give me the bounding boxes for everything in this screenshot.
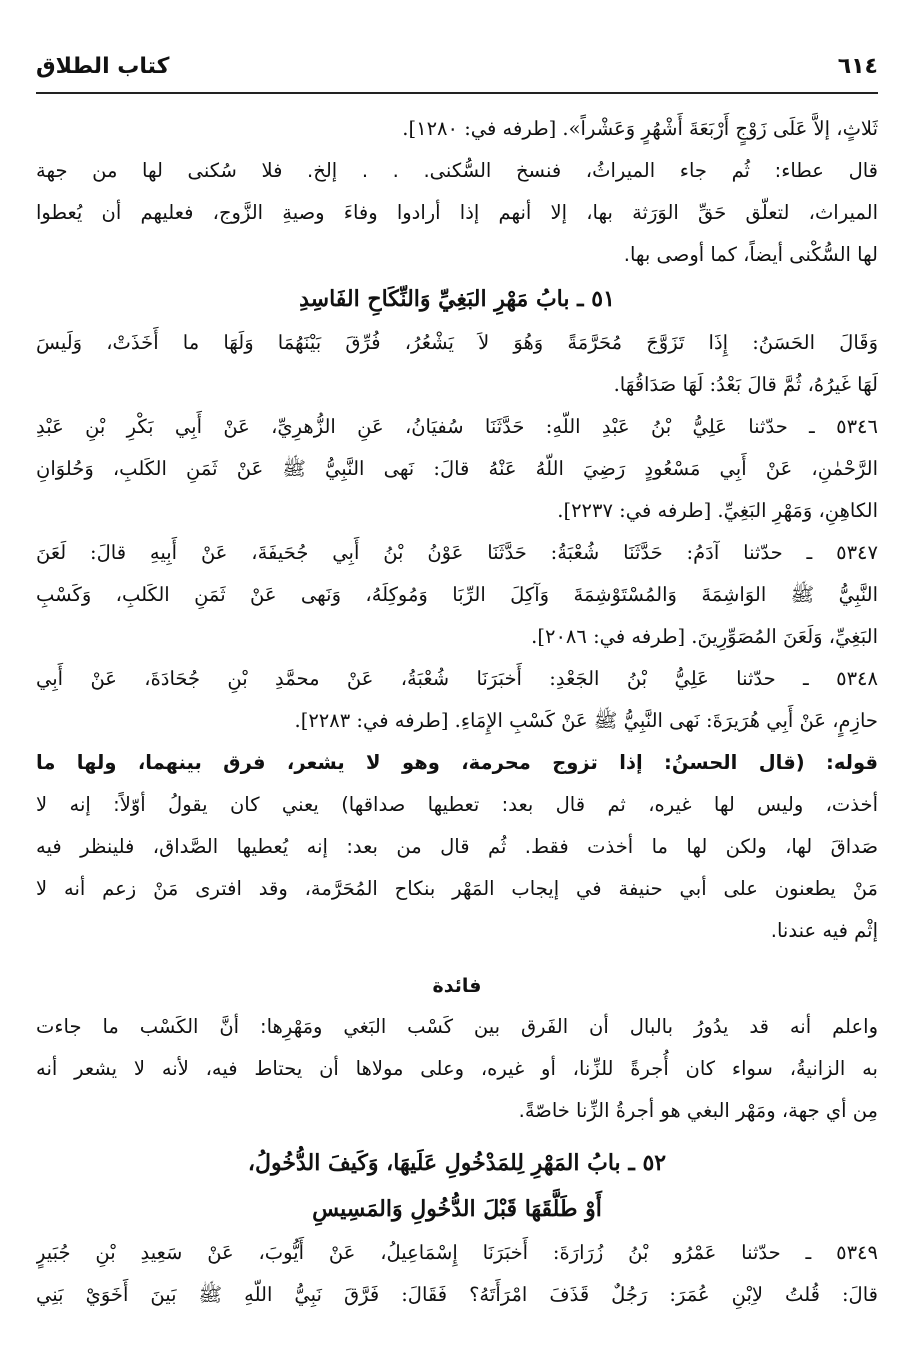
hadith-line: ٥٣٤٦ ـ حدّثنا عَلِيُّ بْنُ عَبْدِ اللّهِ: حَدَّثَنَا سُفيَانُ، عَنِ الزُّهرِيِّ، عَنْ أَبِي بَكْرِ بْنِ عَبْدِ [36,415,878,438]
running-title: كتاب الطلاق [36,54,170,79]
commentary-line: به الزانيةُ، سواء كان أُجرةً للزِّنا، أو غيره، وعلى مولاها أن يحتاط فيه، لأنه لا يشعر أنه [36,1057,878,1080]
text-line: وَقَالَ الحَسَنُ: إِذَا تَزَوَّجَ مُحَرَّمَةً وَهُوَ لاَ يَشْعُرُ، فُرِّقَ بَيْنَهُمَا وَلَهَا ما أَخَذَتْ، وَلَيسَ [36,331,878,354]
text-line: لها السُّكْنى أيضاً، كما أوصى بها. [623,243,878,266]
commentary-line: واعلم أنه قد يدُورُ بالبال أن الفَرق بين كَسْب البَغي ومَهْرِها: أنَّ الكَسْب ما جاءت [36,1015,878,1038]
hadith-line: حازِمٍ، عَنْ أَبِي هُرَيرَةَ: نَهى النَّبِيُّ ﷺ عَنْ كَسْبِ الإِمَاءِ. [طرفه في: ٢٢٨٣]. [294,709,878,732]
commentary-line: أخذت، وليس لها غيره، ثم قال بعد: تعطيها صداقها) يعني كان يقولُ أوّلاً: إنه لا [36,793,878,816]
hadith-line: ٥٣٤٨ ـ حدّثنا عَلِيُّ بْنُ الجَعْدِ: أَخبَرَنَا شُعْبَةُ، عَنْ محمَّدِ بْنِ جُحَادَةَ، عَنْ أَبِي [36,667,878,690]
commentary-line: مَنْ يطعنون على أبي حنيفة في إيجاب المَهْر بنكاح المُحَرَّمة، وقد افترى مَنْ زعم أنه لا [36,877,878,900]
text-line: الميراث، لتعلّق حَقِّ الوَرَثة بها، إلا أنهم إذا أرادوا وفاءَ وصيةِ الزَّوج، فعليهم أن يُعطوا [36,201,878,224]
hadith-line: البَغِيِّ، وَلَعَنَ المُصَوِّرِينَ. [طرفه في: ٢٠٨٦]. [531,625,878,648]
commentary-line: إثْم فيه عندنا. [770,919,878,942]
hadith-line: النَّبِيُّ ﷺ الوَاشِمَةَ وَالمُسْتَوْشِمَةَ وَآكِلَ الرِّبَا وَمُوكِلَهُ، وَنَهى عَنْ ثَمَنِ الكَلبِ، وَكَسْبِ [36,583,878,606]
hadith-line: قالَ: قُلتُ لاِبْنِ عُمَرَ: رَجُلٌ قَذَفَ امْرَأَتَهُ؟ فَقَالَ: فَرَّقَ نَبِيُّ اللّهِ ﷺ بَينَ أَخَوَيْ بَنِي [36,1283,878,1306]
page-number: ٦١٤ [837,54,878,79]
hadith-line: ٥٣٤٧ ـ حدّثنا آدَمُ: حَدَّثَنَا شُعْبَةُ: حَدَّثَنَا عَوْنُ بْنُ أَبِي جُحَيفَةَ، عَنْ أَبِيهِ قالَ: لَعَنَ [36,541,878,564]
text-line: قال عطاء: ثُم جاء الميراثُ، فنسخ السُّكنى. . . إلخ. فلا سُكنى لها من جهة [36,159,878,182]
page-body [36,108,878,1316]
chapter-heading-continued: أَوْ طَلَّقَهَا قَبْلَ الدُّخُولِ وَالمَسِيسِ [312,1196,602,1222]
text-line: ثَلاثٍ، إلاَّ عَلَى زَوْجٍ أَرْبَعَةَ أَشْهُرٍ وَعَشْراً». [طرفه في: ١٢٨٠]. [402,117,878,140]
chapter-heading: ٥١ ـ بابُ مَهْرِ البَغِيِّ وَالنِّكَاحِ الفَاسِدِ [299,286,615,312]
section-heading: فائدة [432,975,482,997]
chapter-heading: ٥٢ ـ بابُ المَهْرِ لِلمَدْخُولِ عَلَيهَا، وَكَيفَ الدُّخُولُ، [247,1150,667,1176]
commentary-line: مِن أي جهة، ومَهْر البغي هو أجرةُ الزِّنا خاصّةً. [518,1099,878,1122]
text-line: لَهَا غَيرُهُ، ثُمَّ قالَ بَعْدُ: لَهَا صَدَاقُهَا. [613,373,878,396]
spacer [36,1132,878,1140]
commentary-line: صَداقَ لها، ولكن لها ما أخذت فقط. ثُم قال من بعد: إنه يُعطيها الصَّداق، فلينظر فيه [36,835,878,858]
hadith-line: ٥٣٤٩ ـ حدّثنا عَمْرُو بْنُ زُرَارَةَ: أَخبَرَنَا إِسْمَاعِيلُ، عَنْ أَيُّوبَ، عَنْ سَعِيدِ بْنِ جُبَيرٍ [36,1241,878,1264]
hadith-line: الرَّحْمٰنِ، عَنْ أَبِي مَسْعُودٍ رَضِيَ اللّهُ عَنْهُ قالَ: نَهى النَّبِيُّ ﷺ عَنْ ثَمَنِ الكَلبِ، وَحُلوَانِ [36,457,878,480]
commentary-line: قوله: (قال الحسنُ: إذا تزوج محرمة، وهو لا يشعر، فرق بينهما، ولها ما [36,751,878,774]
page-header [36,44,878,94]
hadith-line: الكاهِنِ، وَمَهْرِ البَغِيِّ. [طرفه في: ٢٢٣٧]. [557,499,878,522]
